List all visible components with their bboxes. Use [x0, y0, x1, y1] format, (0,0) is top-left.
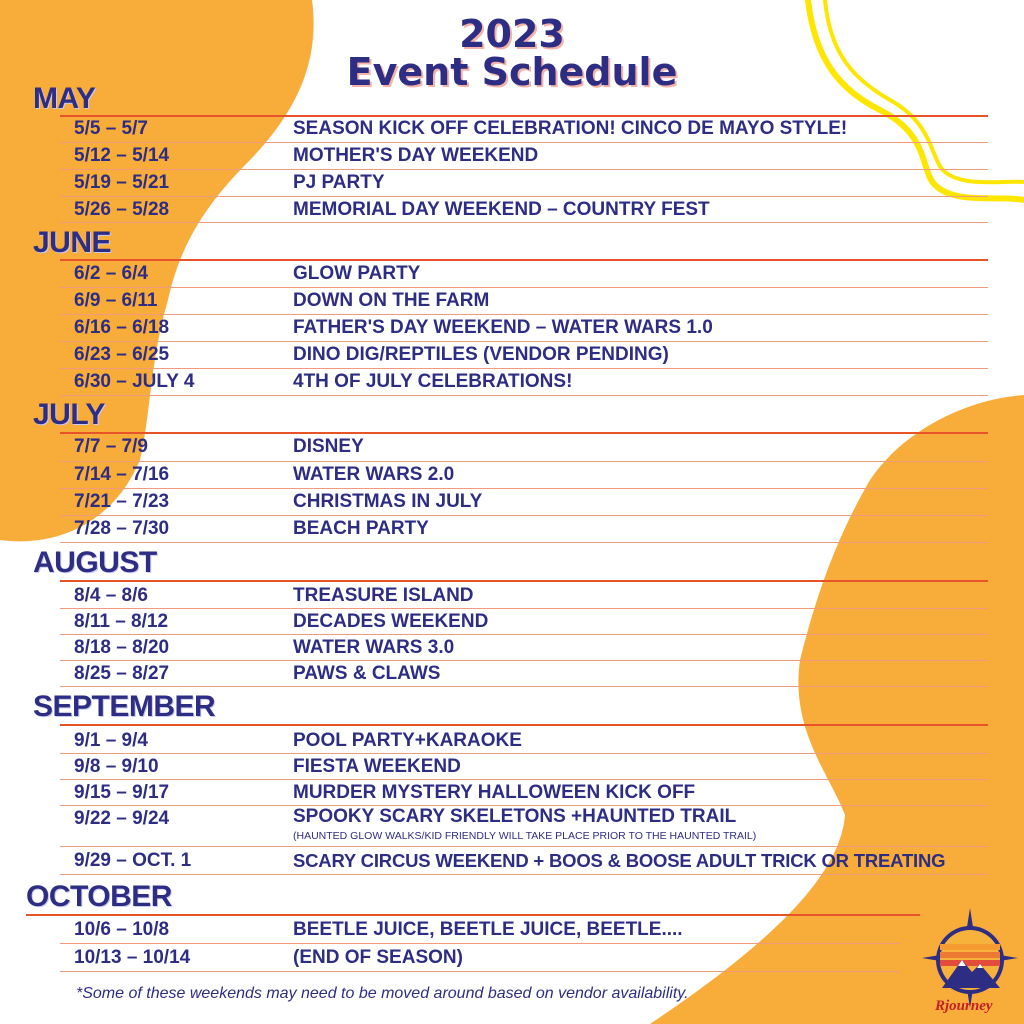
row-divider	[60, 634, 988, 635]
event-title: POOL PARTY+KARAOKE	[293, 730, 522, 751]
event-date: 6/23 – 6/25	[74, 344, 170, 365]
event-title: WATER WARS 2.0	[293, 464, 455, 485]
event-date: 6/16 – 6/18	[74, 317, 170, 338]
month-heading-august: AUGUST	[33, 546, 157, 579]
event-date: 5/12 – 5/14	[74, 145, 170, 166]
row-divider	[60, 660, 988, 661]
event-title: SEASON KICK OFF CELEBRATION! CINCO DE MAYO STYLE!	[293, 118, 848, 139]
event-note: (HAUNTED GLOW WALKS/KID FRIENDLY WILL TAKE PLACE PRIOR TO THE HAUNTED TRAIL)	[293, 830, 757, 842]
title-year: 2023	[459, 12, 565, 56]
event-title: MOTHER'S DAY WEEKEND	[293, 145, 539, 166]
page-title: Event Schedule	[346, 50, 678, 94]
row-divider	[60, 874, 988, 875]
event-date: 10/13 – 10/14	[74, 947, 191, 968]
event-title: PJ PARTY	[293, 172, 385, 193]
month-heading-september: SEPTEMBER	[33, 690, 216, 723]
event-title: SPOOKY SCARY SKELETONS +HAUNTED TRAIL	[293, 806, 737, 827]
event-title: DECADES WEEKEND	[293, 611, 489, 632]
event-title: DINO DIG/REPTILES (VENDOR PENDING)	[293, 344, 669, 365]
event-title: SCARY CIRCUS WEEKEND + BOOS & BOOSE ADULT TRICK OR TREATING	[293, 850, 946, 871]
row-divider	[60, 341, 988, 342]
month-heading-october: OCTOBER	[26, 880, 172, 913]
event-date: 6/9 – 6/11	[74, 290, 158, 311]
event-title: BEETLE JUICE, BEETLE JUICE, BEETLE....	[293, 919, 683, 940]
event-date: 5/26 – 5/28	[74, 199, 170, 220]
event-title: GLOW PARTY	[293, 263, 421, 284]
footnote: *Some of these weekends may need to be moved around based on vendor availability.	[76, 985, 689, 1002]
month-heading-may: MAY	[33, 82, 96, 115]
event-date: 8/11 – 8/12	[74, 611, 169, 632]
row-divider	[60, 943, 900, 944]
month-divider	[26, 914, 920, 916]
month-heading-july: JULY	[33, 398, 105, 431]
row-divider	[60, 753, 988, 754]
month-heading-june: JUNE	[33, 226, 112, 259]
row-divider	[60, 395, 988, 396]
event-date: 8/4 – 8/6	[74, 585, 148, 606]
event-date: 9/1 – 9/4	[74, 730, 148, 751]
row-divider	[60, 461, 988, 462]
event-title: WATER WARS 3.0	[293, 637, 455, 658]
event-date: 5/5 – 5/7	[74, 118, 148, 139]
row-divider	[60, 779, 988, 780]
row-divider	[60, 169, 988, 170]
row-divider	[60, 686, 988, 687]
row-divider	[60, 368, 988, 369]
event-title: CHRISTMAS IN JULY	[293, 491, 483, 512]
row-divider	[60, 196, 988, 197]
event-title: 4TH OF JULY CELEBRATIONS!	[293, 371, 573, 392]
event-title: (END OF SEASON)	[293, 947, 463, 968]
event-title: MURDER MYSTERY HALLOWEEN KICK OFF	[293, 782, 696, 803]
event-title: FATHER'S DAY WEEKEND – WATER WARS 1.0	[293, 317, 713, 338]
month-divider	[60, 259, 988, 261]
event-title: MEMORIAL DAY WEEKEND – COUNTRY FEST	[293, 199, 710, 220]
row-divider	[60, 488, 988, 489]
event-date: 7/7 – 7/9	[74, 436, 148, 457]
row-divider	[60, 542, 988, 543]
event-date: 7/28 – 7/30	[74, 518, 170, 539]
month-divider	[60, 580, 988, 582]
row-divider	[60, 515, 988, 516]
event-title: BEACH PARTY	[293, 518, 429, 539]
event-date: 9/22 – 9/24	[74, 808, 170, 829]
event-date: 9/8 – 9/10	[74, 756, 159, 777]
row-divider	[60, 287, 988, 288]
event-date: 10/6 – 10/8	[74, 919, 170, 940]
month-divider	[60, 432, 988, 434]
row-divider	[60, 971, 900, 972]
row-divider	[60, 222, 988, 223]
event-title: FIESTA WEEKEND	[293, 756, 461, 777]
row-divider	[60, 846, 988, 847]
event-date: 9/29 – OCT. 1	[74, 850, 192, 871]
event-title: DISNEY	[293, 436, 364, 457]
brand-name: Rjourney	[935, 998, 993, 1014]
event-date: 5/19 – 5/21	[74, 172, 170, 193]
event-date: 8/18 – 8/20	[74, 637, 170, 658]
month-divider	[60, 724, 988, 726]
event-date: 9/15 – 9/17	[74, 782, 170, 803]
row-divider	[60, 142, 988, 143]
event-date: 7/21 – 7/23	[74, 491, 170, 512]
event-title: TREASURE ISLAND	[293, 585, 474, 606]
event-title: DOWN ON THE FARM	[293, 290, 490, 311]
event-title: PAWS & CLAWS	[293, 663, 441, 684]
event-date: 8/25 – 8/27	[74, 663, 170, 684]
row-divider	[60, 314, 988, 315]
row-divider	[60, 608, 988, 609]
event-date: 6/2 – 6/4	[74, 263, 148, 284]
month-divider	[60, 115, 988, 117]
event-date: 7/14 – 7/16	[74, 464, 170, 485]
event-date: 6/30 – JULY 4	[74, 371, 195, 392]
